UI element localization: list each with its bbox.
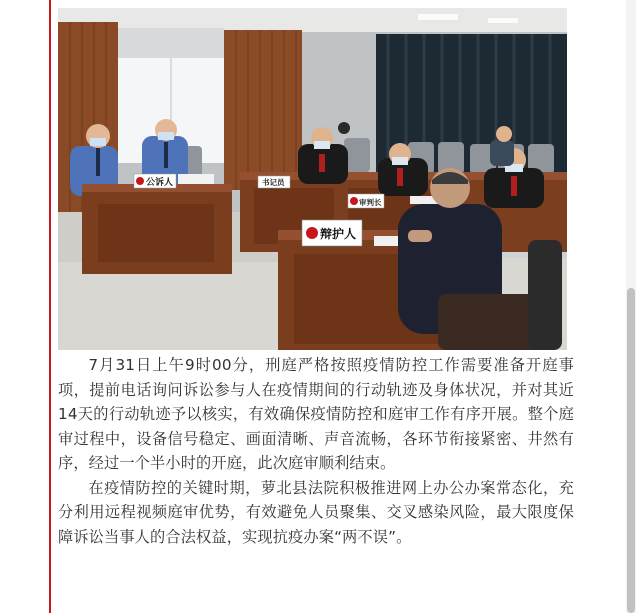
sign-clerk: 书记员 bbox=[262, 178, 285, 187]
scrollbar-thumb[interactable] bbox=[627, 288, 635, 613]
article-paragraph: 在疫情防控的关键时期，萝北县法院积极推进网上办公办案常态化，充分利用远程视频庭审优势，有效避免人员聚集、交叉感染风险，最大限度保障诉讼当事人的合法权益，实现抗疫办案“两不误”。 bbox=[58, 478, 574, 546]
article-paragraph: 7月31日上午9时00分，刑庭严格按照疫情防控工作需要准备开庭事项，提前电话询问诉讼参与人在疫情期间的行动轨迹及身体状况，并对其近14天的行动轨迹予以核实，有效确保疫情防控和庭审工作有序开展。整个庭审过程中，设备信号稳定、画面清晰、声音流畅，各环节衔接紧密、井然有序，经过一个半小时的开庭，此次庭审顺利结束。 bbox=[58, 356, 574, 472]
courtroom-photo-image bbox=[58, 8, 567, 350]
sign-defense: 辩护人 bbox=[320, 227, 357, 241]
sign-prosecutor: 公诉人 bbox=[146, 178, 174, 188]
courtroom-photo bbox=[58, 8, 567, 350]
scrollbar-track[interactable] bbox=[626, 0, 636, 613]
accent-rule bbox=[49, 0, 51, 613]
sign-judge: 审判长 bbox=[359, 198, 382, 207]
article-body bbox=[58, 353, 574, 549]
